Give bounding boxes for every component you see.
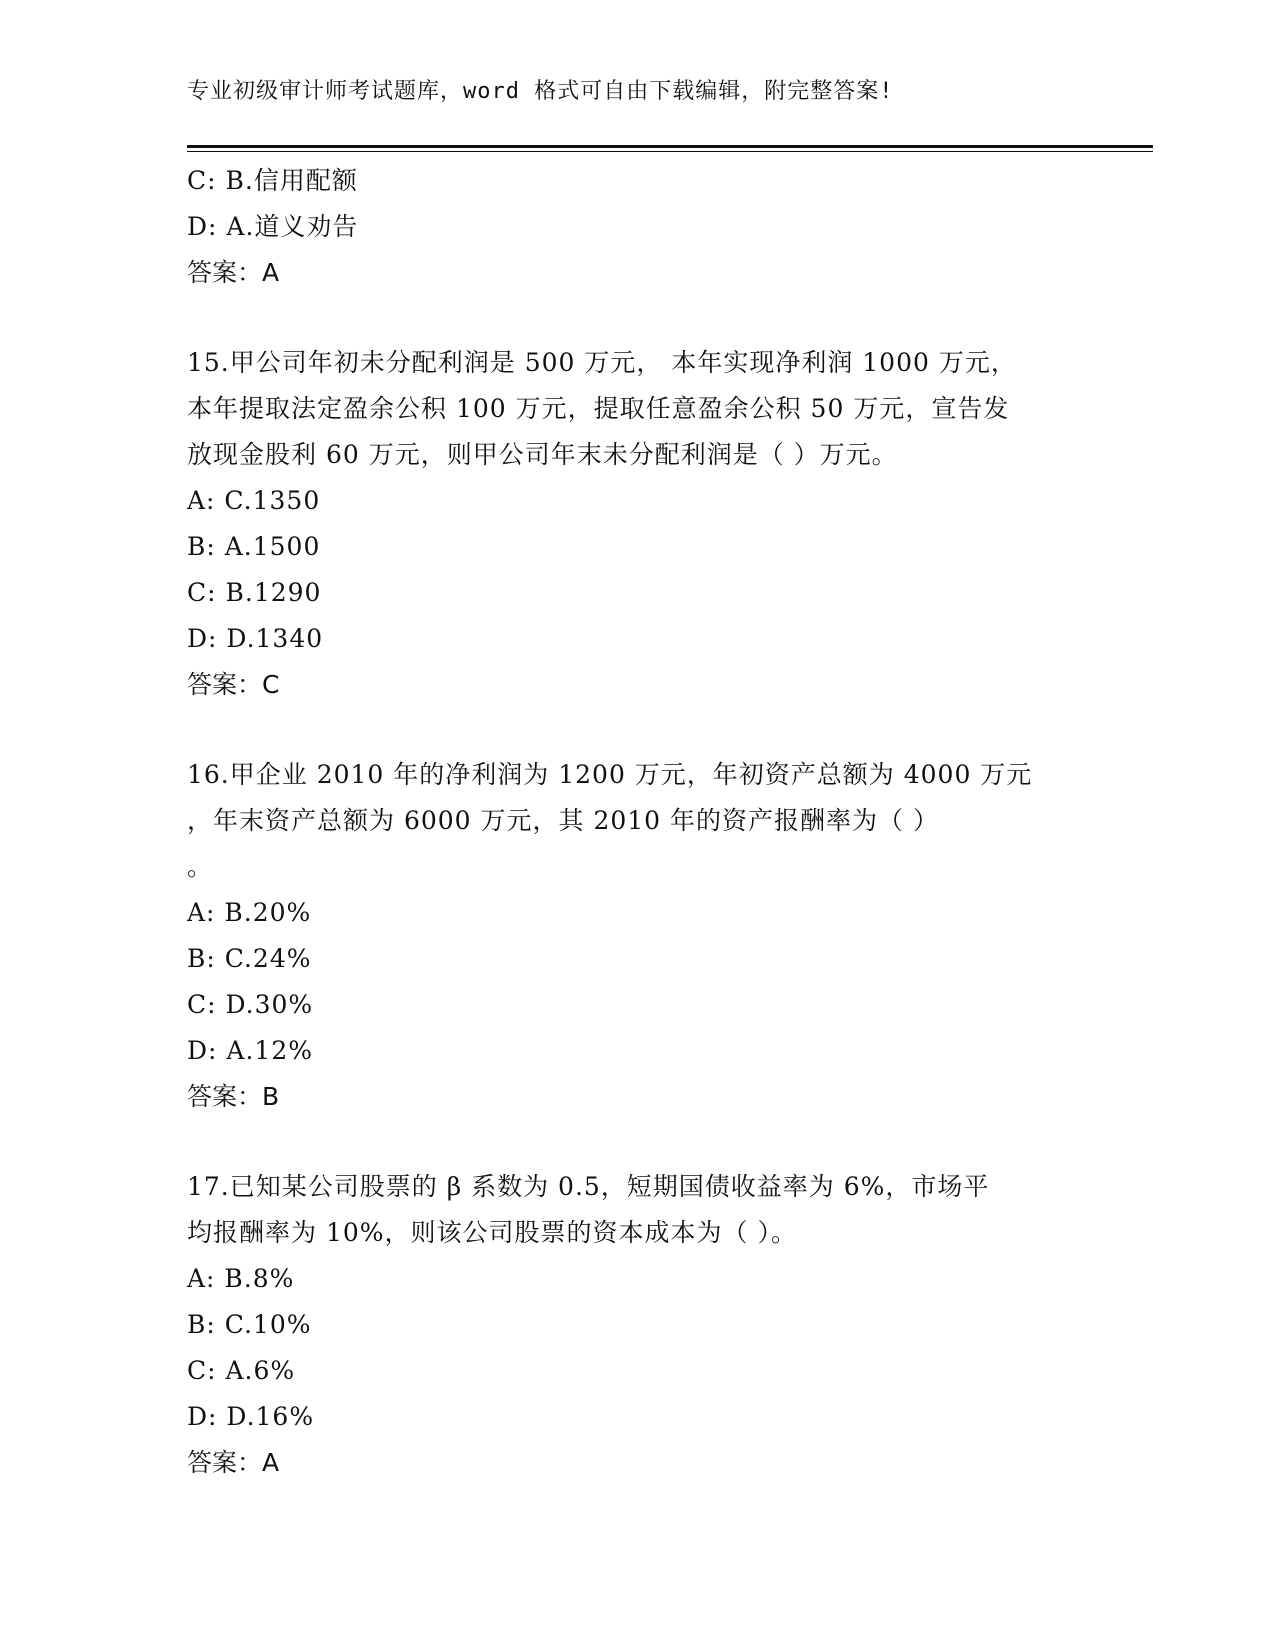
question-16 (187, 752, 1087, 1120)
option-c: C: B.1290 (187, 578, 322, 607)
question-stem-line: 本年提取法定盈余公积 100 万元，提取任意盈余公积 50 万元，宣告发 (187, 394, 1010, 423)
option-b: B: C.24% (187, 944, 312, 973)
option-b: B: C.10% (187, 1310, 312, 1339)
answer-line: 答案：B (187, 1082, 280, 1111)
answer-line: 答案：A (187, 1448, 280, 1477)
question-stem-line: 17.已知某公司股票的 β 系数为 0.5，短期国债收益率为 6%，市场平 (187, 1172, 990, 1201)
option-c: C: A.6% (187, 1356, 296, 1385)
option-c: C: B.信用配额 (187, 166, 358, 195)
question-stem-line: 放现金股利 60 万元，则甲公司年末未分配利润是（ ）万元。 (187, 440, 898, 469)
option-d: D: A.道义劝告 (187, 212, 359, 241)
question-stem-line: ，年末资产总额为 6000 万元，其 2010 年的资产报酬率为（ ） (187, 806, 939, 835)
page-header: 专业初级审计师考试题库，word 格式可自由下载编辑，附完整答案! (187, 79, 894, 104)
option-d: D: D.16% (187, 1402, 315, 1431)
spacer (187, 708, 1087, 752)
option-c: C: D.30% (187, 990, 314, 1019)
option-d: D: A.12% (187, 1036, 313, 1065)
question-stem-line: 15.甲公司年初未分配利润是 500 万元， 本年实现净利润 1000 万元， (187, 348, 1017, 377)
option-d: D: D.1340 (187, 624, 324, 653)
answer-line: 答案：C (187, 670, 280, 699)
spacer (187, 296, 1087, 340)
question-stem-line: 。 (187, 852, 214, 881)
question-17 (187, 1164, 1087, 1486)
spacer (187, 1120, 1087, 1164)
header-rule-thick (187, 145, 1153, 148)
option-a: A: B.8% (187, 1264, 295, 1293)
question-stem-line: 16.甲企业 2010 年的净利润为 1200 万元，年初资产总额为 4000 万元 (187, 760, 1033, 789)
question-15 (187, 340, 1087, 708)
option-b: B: A.1500 (187, 532, 321, 561)
question-14-tail (187, 158, 1087, 296)
option-a: A: C.1350 (187, 486, 321, 515)
option-a: A: B.20% (187, 898, 312, 927)
header-rule-thin (187, 151, 1153, 152)
answer-line: 答案：A (187, 258, 280, 287)
question-stem-line: 均报酬率为 10%，则该公司股票的资本成本为（ ）。 (187, 1218, 797, 1247)
document-body (187, 158, 1087, 1486)
